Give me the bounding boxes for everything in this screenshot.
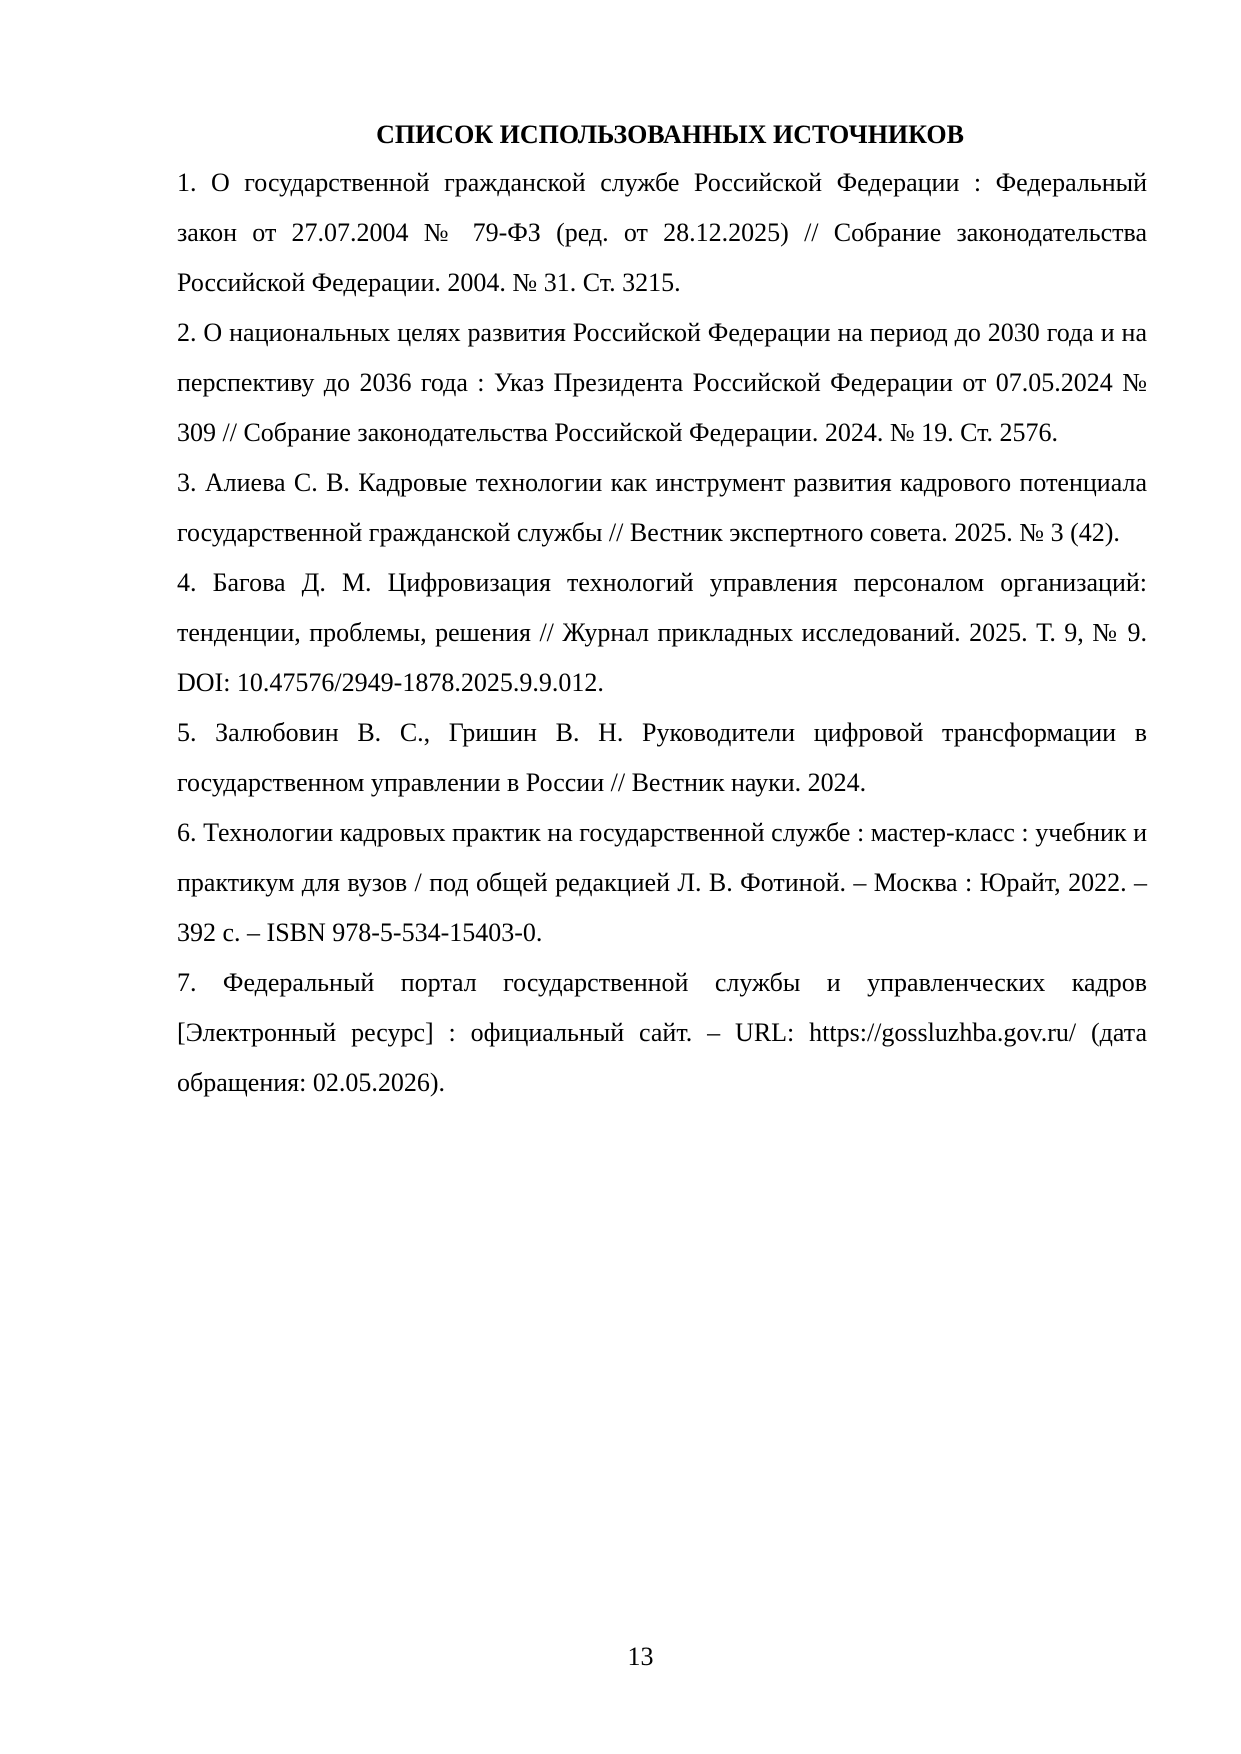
reference-item-7: 7. Федеральный портал государственной службы и управленческих кадров [Электронный ресурс] : официальный сайт. – URL: https://gossluzhba.gov.ru/ (дата обращения: 02.05.2026).: [177, 968, 1147, 1097]
reference-item-5: 5. Залюбовин В. С., Гришин В. Н. Руководители цифровой трансформации в государственном управлении в России // Вестник науки. 2024.: [177, 718, 1147, 797]
page-title: СПИСОК ИСПОЛЬЗОВАННЫХ ИСТОЧНИКОВ: [376, 120, 964, 149]
reference-item-1: 1. О государственной гражданской службе Российской Федерации : Федеральный закон от 27.07.2004 № 79-ФЗ (ред. от 28.12.2025) // Собрание законодательства Российской Федерации. 2004. № 31. Ст. 3215.: [177, 168, 1147, 297]
reference-item-3: 3. Алиева С. В. Кадровые технологии как инструмент развития кадрового потенциала государственной гражданской службы // Вестник экспертного совета. 2025. № 3 (42).: [177, 468, 1147, 547]
reference-item-6: 6. Технологии кадровых практик на государственной службе : мастер-класс : учебник и практикум для вузов / под общей редакцией Л. В. Фотиной. – Москва : Юрайт, 2022. – 392 с. – ISBN 978-5-534-15403-0.: [177, 818, 1147, 947]
reference-item-4: 4. Багова Д. М. Цифровизация технологий управления персоналом организаций: тенденции, проблемы, решения // Журнал прикладных исследований. 2025. Т. 9, № 9. DOI: 10.47576/2949-1878.2025.9.9.012.: [177, 568, 1147, 697]
page-number: 13: [627, 1642, 654, 1671]
page-content: [177, 112, 1147, 1108]
reference-item-2: 2. О национальных целях развития Российской Федерации на период до 2030 года и на перспективу до 2036 года : Указ Президента Российской Федерации от 07.05.2024 № 309 // Собрание законодательства Российской Федерации. 2024. № 19. Ст. 2576.: [177, 318, 1147, 447]
reference-list: [177, 158, 1147, 1108]
